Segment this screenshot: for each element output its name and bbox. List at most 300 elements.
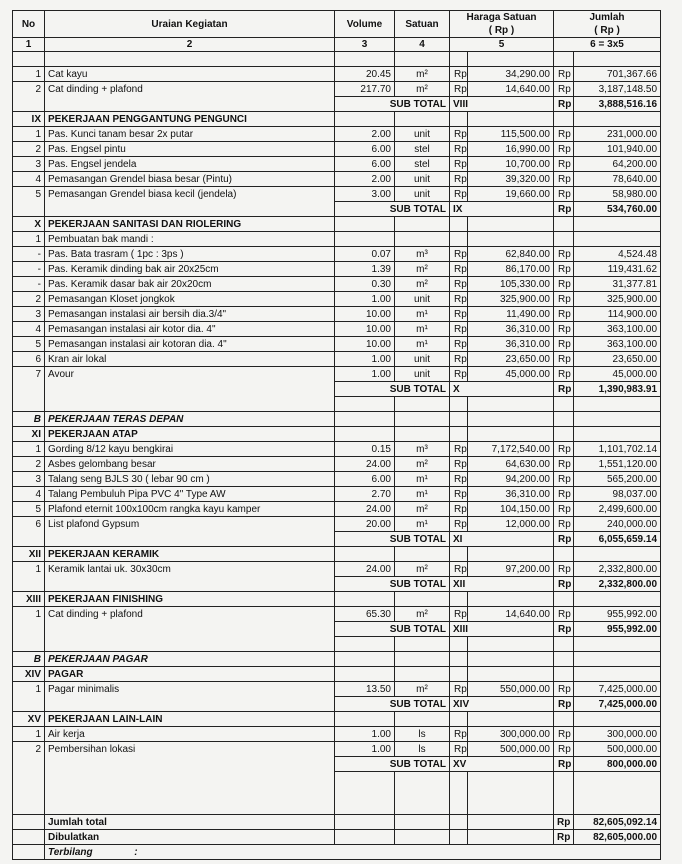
- item-total-currency: Rp: [554, 367, 574, 382]
- empty-cell: [468, 800, 554, 815]
- header-num-6: 6 = 3x5: [554, 38, 661, 52]
- item-price-currency: Rp: [450, 487, 468, 502]
- empty-cell: [574, 412, 661, 427]
- item-description: Pembersihan lokasi: [45, 742, 335, 757]
- empty-cell: [13, 382, 45, 397]
- empty-cell: [45, 202, 335, 217]
- item-row: [13, 232, 661, 247]
- section-row: [13, 592, 661, 607]
- item-unit: ls: [395, 742, 450, 757]
- item-row: [13, 307, 661, 322]
- subtotal-row: [13, 532, 661, 547]
- item-row: [13, 172, 661, 187]
- item-unit-price: 300,000.00: [468, 727, 554, 742]
- subtotal-row: [13, 577, 661, 592]
- section-row: [13, 427, 661, 442]
- item-description: Pas. Keramik dinding bak air 20x25cm: [45, 262, 335, 277]
- empty-cell: [335, 547, 395, 562]
- item-description: Pemasangan Grendel biasa besar (Pintu): [45, 172, 335, 187]
- empty-cell: [468, 112, 554, 127]
- subtotal-row: [13, 97, 661, 112]
- item-total: 701,367.66: [574, 67, 661, 82]
- empty-cell: [450, 397, 468, 412]
- empty-cell: [335, 652, 395, 667]
- header-harga-line1: Haraga Satuan: [466, 12, 537, 23]
- item-no: 1: [13, 232, 45, 247]
- item-description: Pas. Engsel pintu: [45, 142, 335, 157]
- item-total-currency: Rp: [554, 142, 574, 157]
- subtotal-currency: Rp: [554, 382, 574, 397]
- blank-row: [13, 800, 661, 815]
- section-no: XIV: [13, 667, 45, 682]
- item-description: Plafond eternit 100x100cm rangka kayu kamper: [45, 502, 335, 517]
- dibulatkan-rp: Rp: [554, 830, 574, 845]
- empty-cell: [335, 772, 395, 787]
- item-unit: m²: [395, 457, 450, 472]
- empty-cell: [13, 622, 45, 637]
- item-unit: m²: [395, 682, 450, 697]
- section-title: PEKERJAAN ATAP: [45, 427, 335, 442]
- empty-cell: [335, 397, 395, 412]
- empty-cell: [450, 427, 468, 442]
- item-price-currency: Rp: [450, 502, 468, 517]
- empty-cell: [554, 800, 574, 815]
- subtotal-value: 3,888,516.16: [574, 97, 661, 112]
- item-total-currency: Rp: [554, 262, 574, 277]
- empty-cell: [468, 592, 554, 607]
- section-title: PEKERJAAN FINISHING: [45, 592, 335, 607]
- empty-cell: [395, 712, 450, 727]
- item-total: 114,900.00: [574, 307, 661, 322]
- item-description: Pembuatan bak mandi :: [45, 232, 335, 247]
- dibulatkan-value: 82,605,000.00: [574, 830, 661, 845]
- item-unit: m³: [395, 442, 450, 457]
- empty-cell: [450, 637, 468, 652]
- rab-footer: [13, 815, 661, 860]
- item-price-currency: Rp: [450, 262, 468, 277]
- section-no: XV: [13, 712, 45, 727]
- item-description: Keramik lantai uk. 30x30cm: [45, 562, 335, 577]
- item-unit-price: 10,700.00: [468, 157, 554, 172]
- header-jumlah-line1: Jumlah: [589, 12, 625, 23]
- item-row: [13, 262, 661, 277]
- subtotal-code: XIII: [450, 622, 554, 637]
- item-unit: m²: [395, 277, 450, 292]
- section-no: B: [13, 412, 45, 427]
- item-price-currency: Rp: [450, 352, 468, 367]
- header-number-row: [13, 38, 661, 52]
- item-total: 955,992.00: [574, 607, 661, 622]
- item-unit-price: 86,170.00: [468, 262, 554, 277]
- item-description: Pas. Kunci tanam besar 2x putar: [45, 127, 335, 142]
- item-unit: unit: [395, 292, 450, 307]
- item-volume: 6.00: [335, 472, 395, 487]
- empty-cell: [335, 412, 395, 427]
- item-total-currency: Rp: [554, 127, 574, 142]
- empty-cell: [450, 412, 468, 427]
- empty-cell: [13, 97, 45, 112]
- subtotal-label: SUB TOTAL: [335, 97, 450, 112]
- item-no: 5: [13, 187, 45, 202]
- item-volume: 24.00: [335, 562, 395, 577]
- item-price-currency: Rp: [450, 457, 468, 472]
- empty-cell: [574, 637, 661, 652]
- item-total-currency: Rp: [554, 157, 574, 172]
- item-volume: 1.00: [335, 352, 395, 367]
- item-description: Pemasangan instalasi air kotor dia. 4": [45, 322, 335, 337]
- item-total: 231,000.00: [574, 127, 661, 142]
- empty-cell: [13, 577, 45, 592]
- item-total: 4,524.48: [574, 247, 661, 262]
- empty-cell: [335, 217, 395, 232]
- item-unit: m¹: [395, 307, 450, 322]
- empty-cell: [450, 592, 468, 607]
- item-total: 31,377.81: [574, 277, 661, 292]
- item-total-currency: Rp: [554, 172, 574, 187]
- item-unit: m¹: [395, 487, 450, 502]
- empty-cell: [574, 667, 661, 682]
- empty-cell: [574, 712, 661, 727]
- item-volume: 6.00: [335, 142, 395, 157]
- empty-cell: [468, 52, 554, 67]
- item-price-currency: Rp: [450, 727, 468, 742]
- item-row: [13, 277, 661, 292]
- empty-cell: [468, 667, 554, 682]
- empty-cell: [13, 52, 45, 67]
- item-no: 1: [13, 562, 45, 577]
- item-unit: m³: [395, 247, 450, 262]
- item-volume: 10.00: [335, 307, 395, 322]
- empty-cell: [45, 622, 335, 637]
- item-row: [13, 322, 661, 337]
- empty-cell: [395, 592, 450, 607]
- empty-cell: [450, 217, 468, 232]
- item-volume: 10.00: [335, 337, 395, 352]
- header-jumlah: [554, 11, 661, 38]
- subtotal-currency: Rp: [554, 532, 574, 547]
- empty-cell: [450, 772, 468, 787]
- item-unit: unit: [395, 352, 450, 367]
- subtotal-code: XII: [450, 577, 554, 592]
- empty-cell: [13, 202, 45, 217]
- item-total: 101,940.00: [574, 142, 661, 157]
- item-volume: 2.00: [335, 172, 395, 187]
- terbilang-label: Terbilang: [48, 846, 93, 858]
- item-no: 2: [13, 82, 45, 97]
- empty-cell: [574, 217, 661, 232]
- item-row: [13, 442, 661, 457]
- section-no: B: [13, 652, 45, 667]
- empty-cell: [554, 637, 574, 652]
- item-price-currency: Rp: [450, 337, 468, 352]
- item-total: 500,000.00: [574, 742, 661, 757]
- item-unit-price: 39,320.00: [468, 172, 554, 187]
- item-price-currency: Rp: [450, 442, 468, 457]
- item-total-currency: Rp: [554, 487, 574, 502]
- empty-cell: [554, 652, 574, 667]
- section-no: XII: [13, 547, 45, 562]
- empty-cell: [574, 592, 661, 607]
- item-row: [13, 247, 661, 262]
- empty-cell: [450, 667, 468, 682]
- empty-cell: [554, 427, 574, 442]
- empty-cell: [395, 652, 450, 667]
- empty-cell: [450, 547, 468, 562]
- section-row: [13, 667, 661, 682]
- header-harga-line2: ( Rp ): [488, 25, 515, 36]
- jumlah-total-label: Jumlah total: [45, 815, 335, 830]
- empty-cell: [395, 637, 450, 652]
- item-description: Air kerja: [45, 727, 335, 742]
- item-total: 1,101,702.14: [574, 442, 661, 457]
- item-total: 45,000.00: [574, 367, 661, 382]
- item-volume: 0.15: [335, 442, 395, 457]
- item-no: -: [13, 262, 45, 277]
- subtotal-currency: Rp: [554, 577, 574, 592]
- item-description: Pas. Keramik dasar bak air 20x20cm: [45, 277, 335, 292]
- section-title: PEKERJAAN TERAS DEPAN: [45, 412, 335, 427]
- item-unit: m²: [395, 562, 450, 577]
- dibulatkan-label: Dibulatkan: [45, 830, 335, 845]
- item-unit-price: 115,500.00: [468, 127, 554, 142]
- item-row: [13, 67, 661, 82]
- item-unit: unit: [395, 367, 450, 382]
- subtotal-value: 534,760.00: [574, 202, 661, 217]
- item-row: [13, 367, 661, 382]
- item-row: [13, 517, 661, 532]
- empty-cell: [450, 800, 468, 815]
- item-price-currency: Rp: [450, 307, 468, 322]
- rab-table: [12, 10, 661, 860]
- item-description: Pemasangan instalasi air bersih dia.3/4": [45, 307, 335, 322]
- item-unit-price: 550,000.00: [468, 682, 554, 697]
- item-total-currency: Rp: [554, 472, 574, 487]
- empty-cell: [335, 800, 395, 815]
- header-jumlah-line2: ( Rp ): [594, 25, 620, 36]
- item-total-currency: Rp: [554, 517, 574, 532]
- empty-cell: [554, 712, 574, 727]
- item-total-currency: Rp: [554, 337, 574, 352]
- header-uraian: Uraian Kegiatan: [45, 11, 335, 38]
- item-no: -: [13, 247, 45, 262]
- item-unit-price: 94,200.00: [468, 472, 554, 487]
- empty-cell: [45, 757, 335, 772]
- item-price-currency: Rp: [450, 607, 468, 622]
- jumlah-total-row: [13, 815, 661, 830]
- subtotal-code: XV: [450, 757, 554, 772]
- empty-cell: [395, 667, 450, 682]
- item-unit: m¹: [395, 322, 450, 337]
- item-total-currency: Rp: [554, 322, 574, 337]
- subtotal-code: XI: [450, 532, 554, 547]
- section-row: [13, 217, 661, 232]
- item-description: Pemasangan instalasi air kotoran dia. 4": [45, 337, 335, 352]
- item-price-currency: Rp: [450, 157, 468, 172]
- subtotal-row: [13, 757, 661, 772]
- blank-row: [13, 397, 661, 412]
- item-total-currency: Rp: [554, 247, 574, 262]
- item-unit: stel: [395, 142, 450, 157]
- item-description: Gording 8/12 kayu bengkirai: [45, 442, 335, 457]
- empty-cell: [395, 217, 450, 232]
- subtotal-code: IX: [450, 202, 554, 217]
- empty-cell: [450, 112, 468, 127]
- empty-cell: [45, 800, 335, 815]
- empty-cell: [468, 652, 554, 667]
- item-total-currency: Rp: [554, 187, 574, 202]
- item-no: -: [13, 277, 45, 292]
- item-total-currency: Rp: [554, 352, 574, 367]
- item-no: 2: [13, 292, 45, 307]
- empty-cell: [45, 637, 335, 652]
- empty-cell: [335, 712, 395, 727]
- item-total: 2,332,800.00: [574, 562, 661, 577]
- empty-cell: [335, 667, 395, 682]
- item-no: 1: [13, 727, 45, 742]
- item-volume: 217.70: [335, 82, 395, 97]
- item-no: 7: [13, 367, 45, 382]
- item-volume: 1.39: [335, 262, 395, 277]
- item-volume: 24.00: [335, 502, 395, 517]
- item-unit: stel: [395, 157, 450, 172]
- item-no: 3: [13, 307, 45, 322]
- subtotal-currency: Rp: [554, 97, 574, 112]
- empty-cell: [335, 637, 395, 652]
- subtotal-value: 2,332,800.00: [574, 577, 661, 592]
- empty-cell: [468, 217, 554, 232]
- empty-cell: [13, 637, 45, 652]
- section-no: XI: [13, 427, 45, 442]
- item-volume: 20.45: [335, 67, 395, 82]
- item-no: 2: [13, 457, 45, 472]
- item-volume: 20.00: [335, 517, 395, 532]
- section-row: [13, 547, 661, 562]
- item-no: 2: [13, 742, 45, 757]
- empty-cell: [554, 547, 574, 562]
- subtotal-label: SUB TOTAL: [335, 382, 450, 397]
- item-description: Pemasangan Grendel biasa kecil (jendela): [45, 187, 335, 202]
- item-description: Cat dinding + plafond: [45, 607, 335, 622]
- item-row: [13, 727, 661, 742]
- empty-cell: [335, 112, 395, 127]
- item-unit-price: 11,490.00: [468, 307, 554, 322]
- header-num-5: 5: [450, 38, 554, 52]
- item-unit: unit: [395, 127, 450, 142]
- empty-cell: [468, 712, 554, 727]
- empty-cell: [468, 412, 554, 427]
- empty-cell: [13, 772, 45, 787]
- item-description: List plafond Gypsum: [45, 517, 335, 532]
- empty-cell: [335, 592, 395, 607]
- item-total: 2,499,600.00: [574, 502, 661, 517]
- item-total-currency: Rp: [554, 82, 574, 97]
- item-unit: m¹: [395, 472, 450, 487]
- header-num-2: 2: [45, 38, 335, 52]
- section-title: PAGAR: [45, 667, 335, 682]
- subtotal-currency: Rp: [554, 202, 574, 217]
- empty-cell: [45, 577, 335, 592]
- empty-cell: [13, 800, 45, 815]
- item-total: 78,640.00: [574, 172, 661, 187]
- empty-cell: [468, 547, 554, 562]
- empty-cell: [45, 97, 335, 112]
- empty-cell: [45, 786, 335, 800]
- empty-cell: [468, 637, 554, 652]
- item-volume: 3.00: [335, 187, 395, 202]
- item-price-currency: Rp: [450, 517, 468, 532]
- item-unit-price: 14,640.00: [468, 607, 554, 622]
- item-price-currency: Rp: [450, 322, 468, 337]
- item-total: 565,200.00: [574, 472, 661, 487]
- subtotal-label: SUB TOTAL: [335, 577, 450, 592]
- header-no: No: [13, 11, 45, 38]
- item-description: Cat dinding + plafond: [45, 82, 335, 97]
- subtotal-label: SUB TOTAL: [335, 697, 450, 712]
- subtotal-value: 6,055,659.14: [574, 532, 661, 547]
- item-total-currency: Rp: [554, 607, 574, 622]
- item-no: 6: [13, 352, 45, 367]
- item-no: 1: [13, 442, 45, 457]
- empty-cell: [395, 52, 450, 67]
- empty-cell: [554, 412, 574, 427]
- empty-cell: [574, 52, 661, 67]
- item-volume: 1.00: [335, 727, 395, 742]
- empty-cell: [13, 397, 45, 412]
- section-title: PEKERJAAN KERAMIK: [45, 547, 335, 562]
- item-volume: 1.00: [335, 742, 395, 757]
- subtotal-code: X: [450, 382, 554, 397]
- item-price-currency: Rp: [450, 67, 468, 82]
- section-title: PEKERJAAN PAGAR: [45, 652, 335, 667]
- item-row: [13, 607, 661, 622]
- empty-cell: [574, 652, 661, 667]
- item-unit-price: 34,290.00: [468, 67, 554, 82]
- item-no: 3: [13, 472, 45, 487]
- item-price-currency: [450, 232, 468, 247]
- item-unit: m²: [395, 262, 450, 277]
- empty-cell: [45, 397, 335, 412]
- empty-cell: [395, 112, 450, 127]
- item-unit-price: 45,000.00: [468, 367, 554, 382]
- item-row: [13, 472, 661, 487]
- item-unit: unit: [395, 187, 450, 202]
- subtotal-code: VIII: [450, 97, 554, 112]
- rab-sheet: [12, 10, 660, 860]
- item-row: [13, 157, 661, 172]
- item-no: 1: [13, 682, 45, 697]
- item-row: [13, 502, 661, 517]
- subtotal-currency: Rp: [554, 622, 574, 637]
- empty-cell: [554, 772, 574, 787]
- empty-cell: [554, 397, 574, 412]
- empty-cell: [13, 697, 45, 712]
- item-row: [13, 682, 661, 697]
- empty-cell: [335, 427, 395, 442]
- item-description: Pemasangan Kloset jongkok: [45, 292, 335, 307]
- empty-cell: [450, 786, 468, 800]
- item-unit: ls: [395, 727, 450, 742]
- item-description: Pas. Bata trasram ( 1pc : 3ps ): [45, 247, 335, 262]
- item-total: 300,000.00: [574, 727, 661, 742]
- section-row: [13, 712, 661, 727]
- item-unit: m¹: [395, 517, 450, 532]
- item-description: Talang Pembuluh Pipa PVC 4" Type AW: [45, 487, 335, 502]
- item-description: Cat kayu: [45, 67, 335, 82]
- item-price-currency: Rp: [450, 142, 468, 157]
- subtotal-row: [13, 382, 661, 397]
- header-harga: [450, 11, 554, 38]
- section-no: IX: [13, 112, 45, 127]
